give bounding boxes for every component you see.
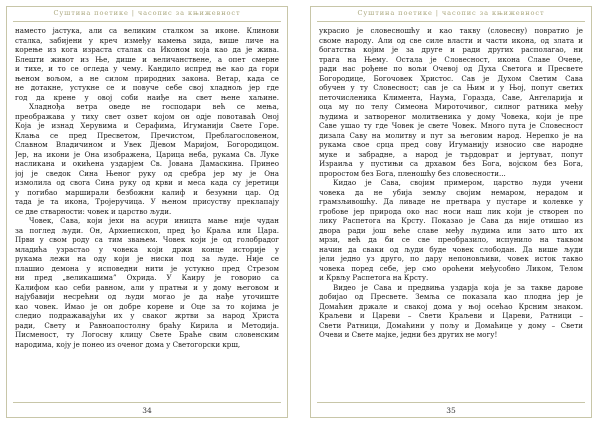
text-line: грамзљивошћу. Да ливаде не претвара у пустаре и колевке у bbox=[319, 197, 583, 206]
text-line: Домаћин држале и свакој дома у њој осећао Крсним знаком. bbox=[319, 301, 583, 311]
text-line: ради, Свету и Равноапостолну браћу Кирила и Методија. bbox=[15, 320, 279, 330]
text-line: Очеви и Свете мајке, једни без других не могу! bbox=[319, 330, 498, 339]
text-line: добијао од Пресвете. Земља се показала као плодна јер је bbox=[319, 292, 583, 301]
text-line: рукама лежи на оду који је ниски под за људе. Није се bbox=[15, 254, 279, 263]
text-line: Човек, Сава, који јехи на асури иницта мање није чудан bbox=[29, 216, 279, 225]
text-line: јој је сведок Сина Њеног руку од сребра јер му је Она bbox=[15, 168, 279, 178]
text-line: петочисленика Климента, Наума, Горазда, Саве, Ангеларија и bbox=[319, 92, 583, 102]
text-line: народима, коју је понео из оченог дома у Светогорски крш, bbox=[15, 339, 241, 349]
text-line: двора ради још веће славе међу људима или зато што их bbox=[319, 225, 583, 235]
right-page-number: 35 bbox=[446, 406, 456, 415]
text-line: Која је изнад Херувима и Серафима, Игуманији Свете Горе. bbox=[15, 121, 279, 130]
left-header-rule bbox=[13, 21, 281, 22]
right-footer-rule bbox=[317, 402, 585, 403]
text-line: се две стварности: човек и царство људи. bbox=[15, 206, 172, 216]
right-page bbox=[310, 6, 592, 418]
text-line: измолила од свога Сина руку од крви и меса када су јеретици bbox=[15, 178, 279, 187]
text-line: ради нас рођене по вољи Очевој од Духа Светога и Пресвете bbox=[319, 64, 583, 73]
text-line: човека да не убија земљу својим немаром, нерадом и bbox=[319, 187, 583, 197]
text-line: човека поред себе, јер смо ороћени међусобно Ликом, Телом bbox=[319, 263, 583, 273]
text-line: тада је та икона, Тројеручица. У њеном присуству преклапају bbox=[15, 197, 279, 206]
text-line: украсио је словесношћу и као такву (словесну) повратио је bbox=[319, 26, 583, 35]
text-line: корење из кога израста сталак са Иконом која као да је жива. bbox=[15, 45, 279, 54]
text-line: богатства којим је за друге и ради других располагао, ни bbox=[319, 45, 583, 54]
text-line: наместо јастука, али са великим сталком за иконе. Клинови bbox=[15, 26, 279, 35]
text-line: Израиља у пустињи са дрхавом без Бога, војском без Бога, bbox=[319, 159, 583, 168]
text-line: Калифом као себи равном, али у пратњи и у дому његовом и bbox=[15, 282, 279, 292]
text-line: мрзи, већ да би се све преобразило, испунило на таквом bbox=[319, 235, 583, 244]
text-line: плашио демона у исповедни нити је устукно пред Стрезом bbox=[15, 263, 279, 273]
text-line: преображава у тиху свет озвет којом он одје повотаваћ Оној bbox=[15, 111, 279, 121]
left-page bbox=[6, 6, 288, 418]
text-line: људима и затвореног молитвеника у дому Човека, који је пре bbox=[319, 111, 583, 121]
text-line: трага на Њему. Остала је Словесност, икона Славе Очеве, bbox=[319, 54, 583, 64]
text-line: у погибао марширали безбожни калиф и безумни цар. Од bbox=[15, 187, 279, 197]
text-line: за поглед људи. Он, Архиепископ, пред ђо Краља или Цара. bbox=[15, 225, 279, 235]
text-line: начин да сваки од људи буде човек слободан. Да више људи bbox=[319, 244, 583, 254]
left-page-header: Суштина поетике | часопис за књижевност bbox=[53, 9, 241, 17]
text-line: год да крене у овој соби наиђе на свет њене хаљине. bbox=[15, 92, 279, 102]
text-line: сталка, забијени у креч између камења зида, више личе на bbox=[15, 35, 279, 45]
text-line: обучен у ту Словесност; сав је са Њим и у Њој, попут светих bbox=[319, 83, 583, 92]
left-page-number: 34 bbox=[142, 406, 152, 415]
text-line: као човек. Имао је он добре корене и Оце за то којима је bbox=[15, 301, 279, 311]
text-line: најубавији несрећни од људи могао је да нађе уточиште bbox=[15, 292, 279, 301]
text-line: Богородице, Богочовек Христос. Сав је Духом Светим Сава bbox=[319, 73, 583, 83]
text-line: Кидао је Сава, својим примером, царство људи учени bbox=[333, 178, 583, 187]
text-line: проростом без Бога, пленошћу без словесности... bbox=[319, 168, 506, 178]
text-line: Јер, на икони је Она изображена, Царица неба, рукама Св. Луке bbox=[15, 149, 279, 159]
text-line: Саве ушао ту где Човек је свете Човек. Много пута је Словесност bbox=[319, 121, 583, 130]
text-line: муке и забрадне, а народ је търдоврат и jертуват, попут bbox=[319, 149, 583, 159]
text-line: гробове јер природа око нас носи наш лик који је створен по bbox=[319, 206, 583, 216]
text-line: не дотакне, устукне се и повуче себе свој хладнољ јер где bbox=[15, 83, 279, 92]
left-page-body bbox=[15, 26, 279, 349]
text-line: и Крвљу Распетога на Крсту. bbox=[319, 273, 429, 282]
text-line: дизала Саву на молитву и пут за његовим народ. Нерепко је на bbox=[319, 130, 583, 140]
text-line: своме народу. Али од све силе власти и части икона, од злата и bbox=[319, 35, 583, 45]
right-page-body bbox=[319, 26, 583, 340]
right-header-rule bbox=[317, 21, 585, 22]
text-line: Хладнођа ветра оведе не господари већ се мења, bbox=[29, 102, 279, 111]
text-line: оца му по телу Симеона Мироточивог, силног ратника међу bbox=[319, 102, 583, 111]
text-line: Свети Ратници, Домаћини у пољу и Домаћице у дому – Свети bbox=[319, 320, 583, 330]
text-line: ни пред „великашима” Охрида. У Каиру је говорио са bbox=[15, 273, 279, 282]
text-line: рукама свое срца пред сову Игуманију износио све народне bbox=[319, 140, 583, 149]
text-line: Први у свом роду са тим звањем. Човек који је од голобрадог bbox=[15, 235, 279, 244]
text-line: насликана и окићена уздарјем Св. Јована Дамаскина. Принео bbox=[15, 159, 279, 168]
text-line: Славном Владичином и Увек Дјевом Маријом, Богородицом. bbox=[15, 140, 279, 149]
text-line: јели једно уз друго, по дару непоновљиви, човек исток такво bbox=[319, 254, 583, 263]
left-footer-rule bbox=[13, 402, 281, 403]
right-page-header: Суштина поетике | часопис за књижевност bbox=[357, 9, 545, 17]
text-line: следио подражавајући их у сваког жртви за народ Христа bbox=[15, 311, 279, 320]
text-line: њеном вољом, а не силом природних закона. Ветар, када се bbox=[15, 73, 279, 83]
text-line: Краљеви и Цареви – Свети Краљеви и Цареви, Ратници – bbox=[319, 311, 583, 320]
text-line: Писменост, ту Логосну клицу Свете Браће свим словенским bbox=[15, 330, 279, 339]
text-line: Видео је Сава и предвиња уздарја која је за такве дарове bbox=[333, 282, 583, 292]
text-line: Блешти живот из Ње, дише и величанствене, а опет смерне bbox=[15, 54, 279, 64]
text-line: младића узрастао у човека који држи конце историје у bbox=[15, 244, 279, 254]
text-line: Клања се пред Пресветом, Пречистом, Преблагословеном, bbox=[15, 130, 279, 140]
text-line: лику Распетога на Крсту. Показао је Сава да није отишао из bbox=[319, 216, 583, 225]
text-line: и тихе, и то се огледа у чему. Кандило испред ње као да гори bbox=[15, 64, 279, 73]
